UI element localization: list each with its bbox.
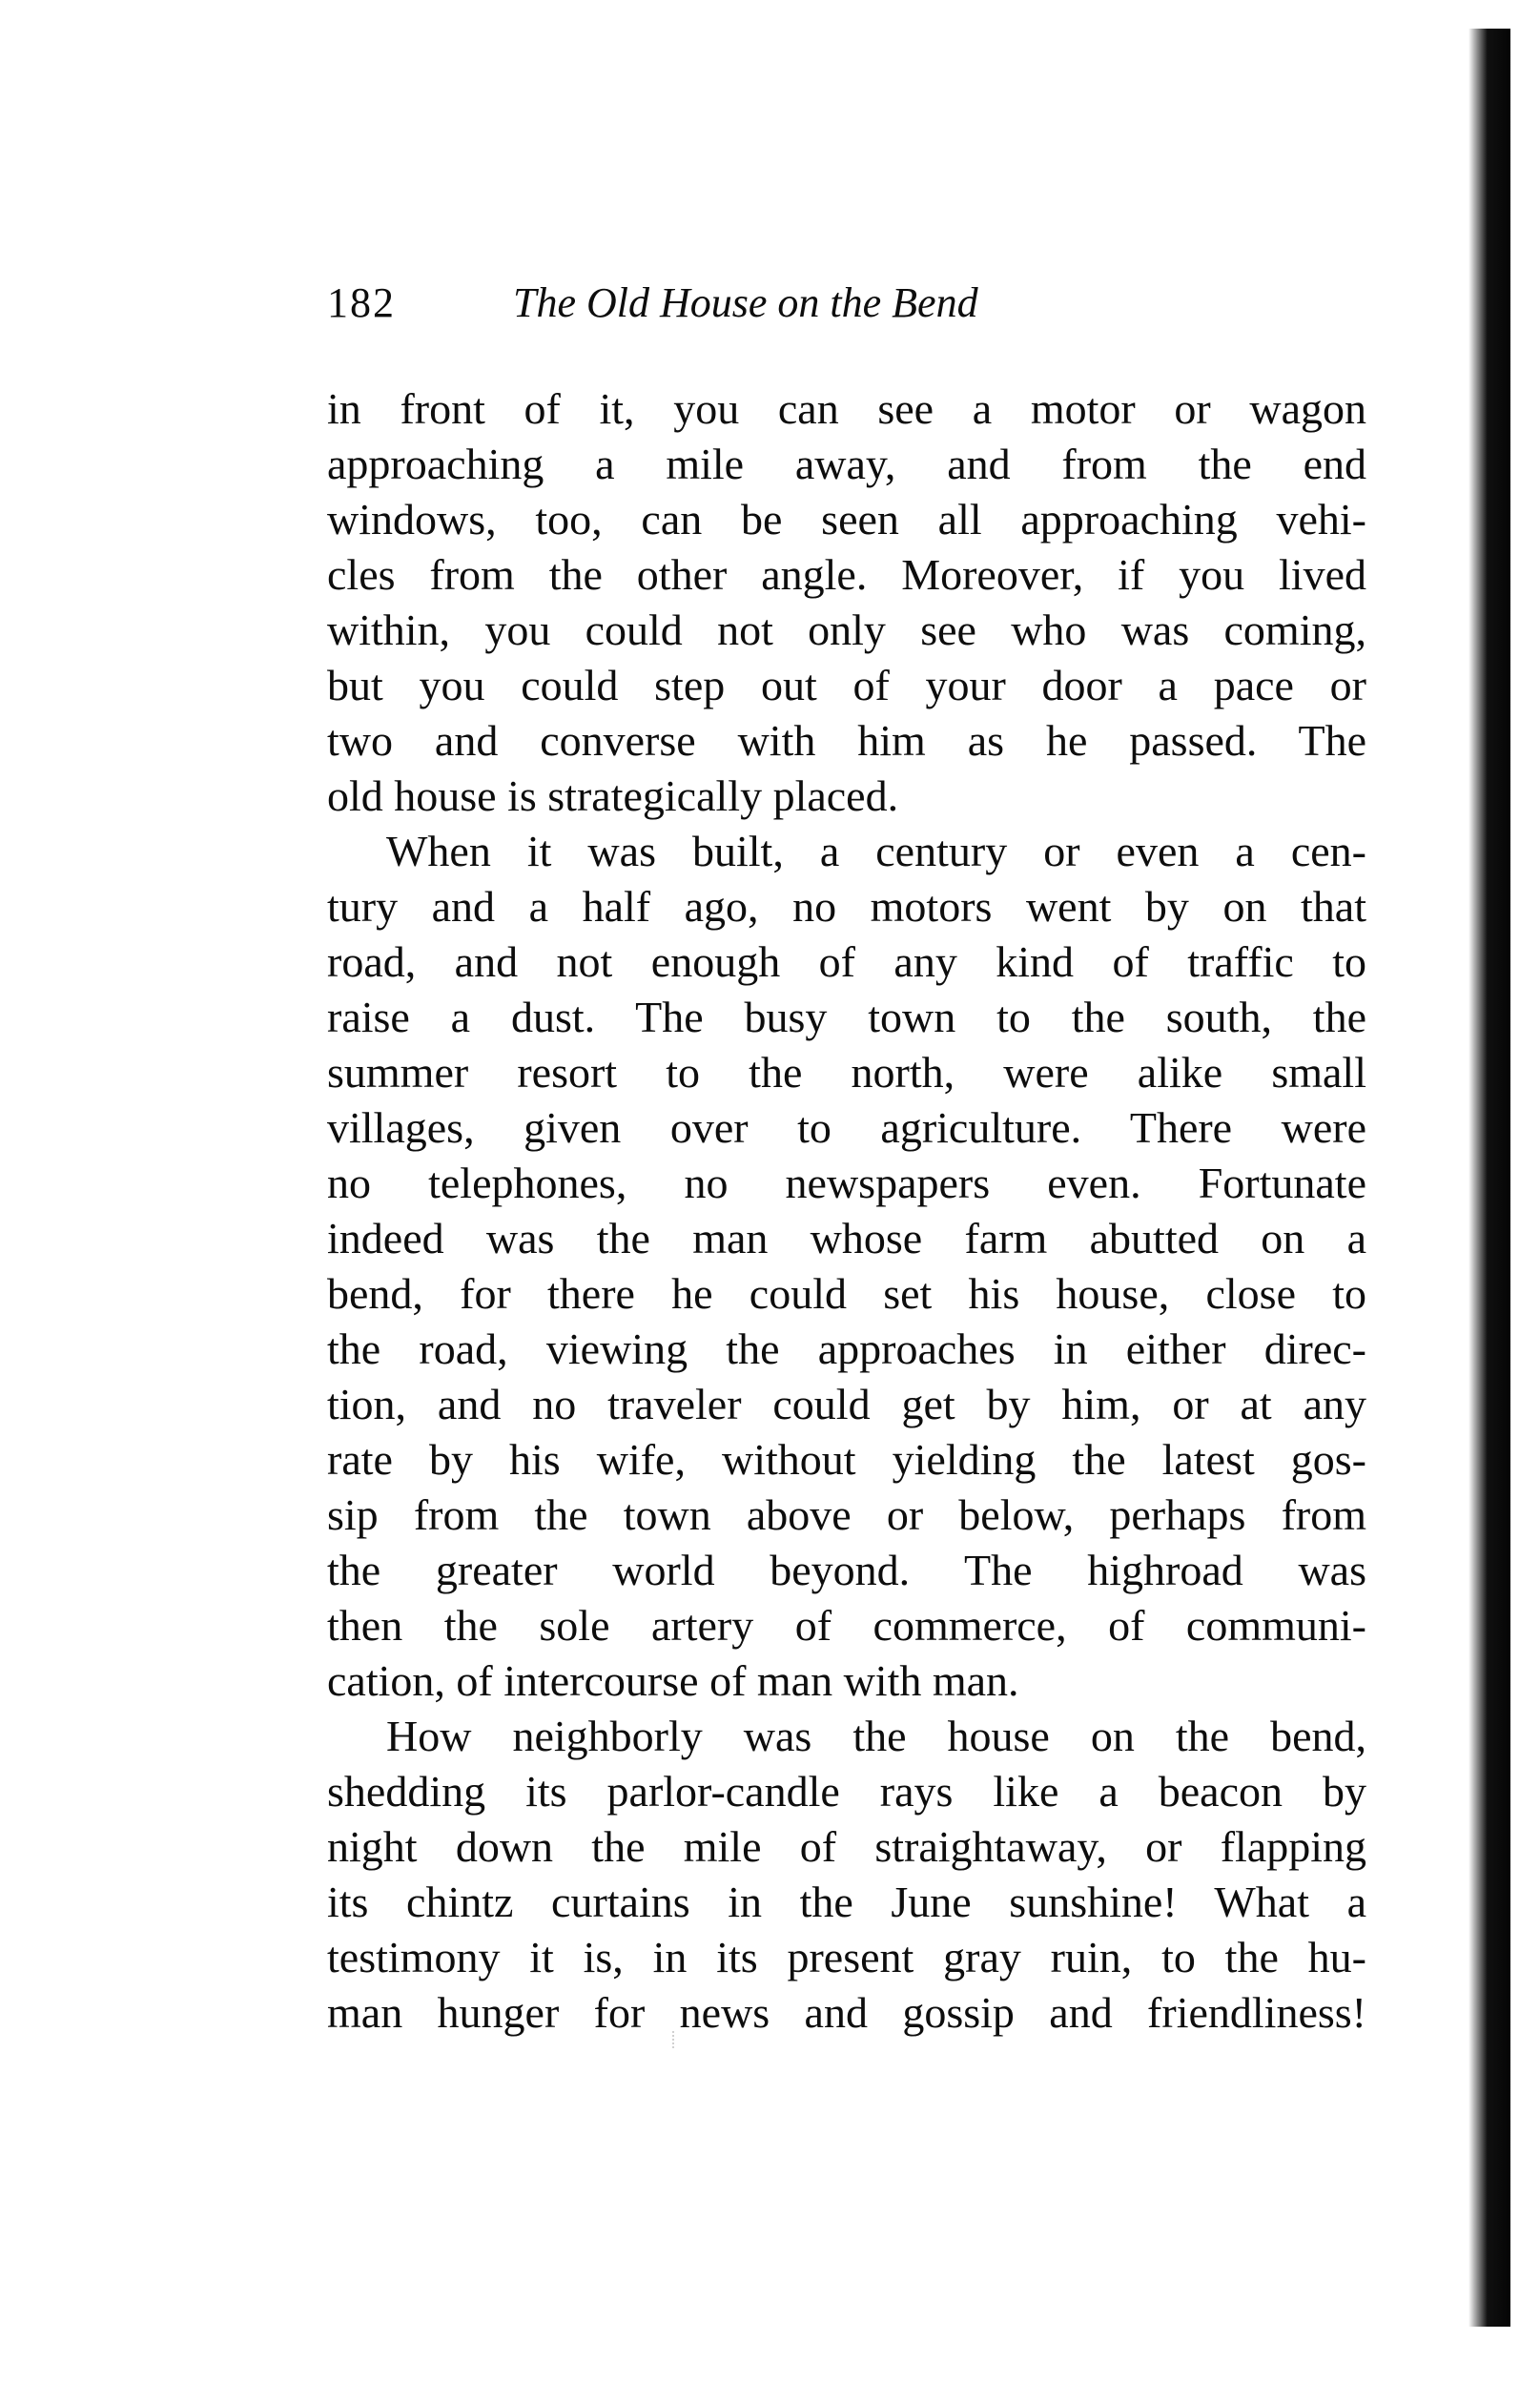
- scan-artifact: [672, 2031, 689, 2048]
- text-line: shedding its parlor-candle rays like a beacon by: [327, 1767, 1366, 1816]
- text-line: the road, viewing the approaches in either direc-: [327, 1324, 1366, 1373]
- text-line: testimony it is, in its present gray ruin, to the hu-: [327, 1933, 1366, 1981]
- running-title: The Old House on the Bend: [513, 279, 978, 326]
- scan-binding-shadow: [1468, 29, 1510, 2327]
- text-line: approaching a mile away, and from the end: [327, 440, 1366, 488]
- text-line: windows, too, can be seen all approaching vehi-: [327, 495, 1366, 544]
- text-line: its chintz curtains in the June sunshine! What a: [327, 1878, 1366, 1926]
- body-text: [327, 381, 1366, 2041]
- text-line: two and converse with him as he passed. The: [327, 716, 1366, 765]
- text-line: the greater world beyond. The highroad was: [327, 1546, 1366, 1594]
- text-line: night down the mile of straightaway, or flapping: [327, 1822, 1366, 1871]
- text-line: raise a dust. The busy town to the south, the: [327, 993, 1366, 1041]
- text-line: road, and not enough of any kind of traffic to: [327, 937, 1366, 986]
- text-line: tion, and no traveler could get by him, or at any: [327, 1380, 1366, 1428]
- text-line: man hunger for news and gossip and friendliness!: [327, 1988, 1366, 2037]
- text-line: How neighborly was the house on the bend,: [386, 1712, 1366, 1760]
- text-line: in front of it, you can see a motor or wagon: [327, 384, 1366, 433]
- text-line: but you could step out of your door a pace or: [327, 661, 1366, 709]
- text-line: cles from the other angle. Moreover, if you lived: [327, 550, 1366, 599]
- text-line: rate by his wife, without yielding the latest gos-: [327, 1435, 1366, 1484]
- text-line: When it was built, a century or even a cen-: [386, 827, 1366, 875]
- page-number: 182: [327, 279, 396, 326]
- text-line: within, you could not only see who was coming,: [327, 606, 1366, 654]
- text-line: old house is strategically placed.: [327, 771, 899, 820]
- text-line: no telephones, no newspapers even. Fortunate: [327, 1159, 1366, 1207]
- text-line: cation, of intercourse of man with man.: [327, 1656, 1019, 1705]
- text-line: indeed was the man whose farm abutted on a: [327, 1214, 1366, 1262]
- text-line: sip from the town above or below, perhaps from: [327, 1490, 1366, 1539]
- text-line: summer resort to the north, were alike small: [327, 1048, 1366, 1097]
- text-line: then the sole artery of commerce, of communi-: [327, 1601, 1366, 1650]
- text-line: tury and a half ago, no motors went by on that: [327, 882, 1366, 931]
- text-line: villages, given over to agriculture. There were: [327, 1103, 1366, 1152]
- text-line: bend, for there he could set his house, close to: [327, 1269, 1366, 1318]
- page-header: [327, 275, 1376, 332]
